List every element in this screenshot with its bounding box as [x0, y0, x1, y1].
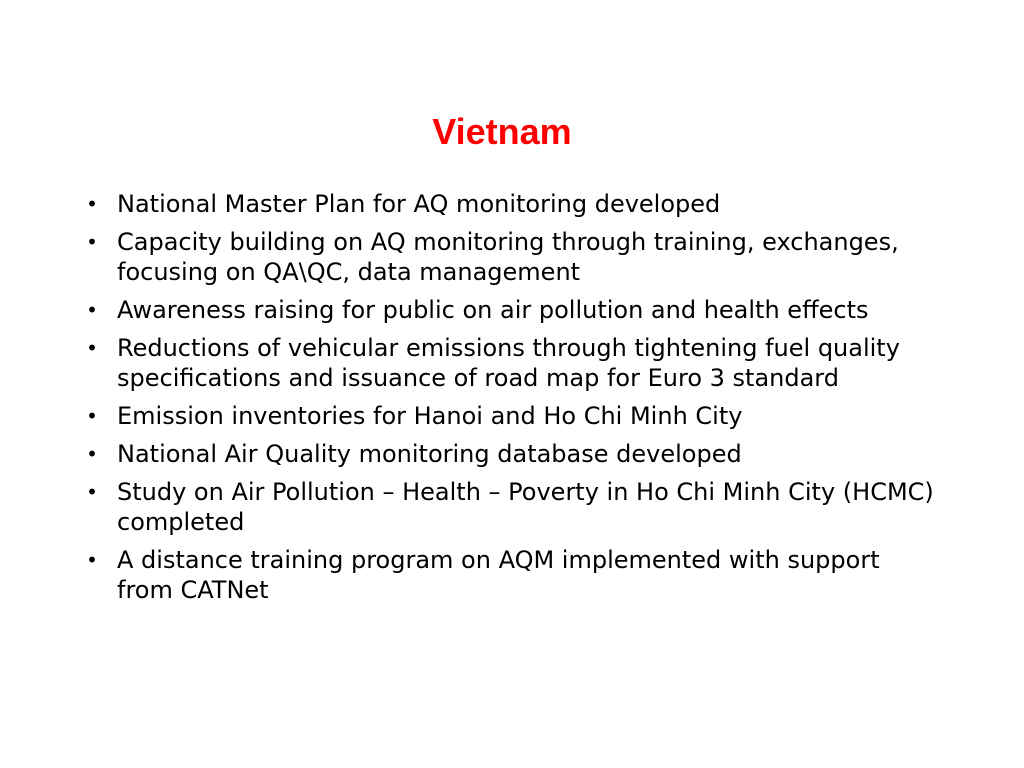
- list-item: [82, 333, 942, 393]
- list-item: [82, 477, 942, 537]
- slide-title: Vietnam: [432, 111, 572, 152]
- list-item-text: Awareness raising for public on air pollution and health effects: [117, 296, 869, 324]
- list-item-text: Study on Air Pollution – Health – Poverty in Ho Chi Minh City (HCMC) completed: [117, 478, 934, 536]
- list-item: [82, 401, 942, 431]
- bullet-icon: •: [86, 548, 98, 572]
- list-item-text: National Air Quality monitoring database developed: [117, 440, 742, 468]
- bullet-icon: •: [86, 480, 98, 504]
- bullet-icon: •: [86, 442, 98, 466]
- list-item: [82, 439, 942, 469]
- bullet-icon: •: [86, 298, 98, 322]
- bullet-icon: •: [86, 404, 98, 428]
- list-item: [82, 545, 942, 605]
- bullet-icon: •: [86, 230, 98, 254]
- list-item-text: National Master Plan for AQ monitoring developed: [117, 190, 721, 218]
- list-item-text: Emission inventories for Hanoi and Ho Chi Minh City: [117, 402, 743, 430]
- list-item-text: Reductions of vehicular emissions through tightening fuel quality specifications and issuance of road map for Euro 3 standard: [117, 334, 900, 392]
- list-item: [82, 295, 942, 325]
- bullet-list: [82, 189, 942, 613]
- list-item-text: A distance training program on AQM implemented with support from CATNet: [117, 546, 880, 604]
- bullet-icon: •: [86, 192, 98, 216]
- list-item-text: Capacity building on AQ monitoring through training, exchanges, focusing on QA\QC, data management: [117, 228, 899, 286]
- bullet-icon: •: [86, 336, 98, 360]
- list-item: [82, 189, 942, 219]
- list-item: [82, 227, 942, 287]
